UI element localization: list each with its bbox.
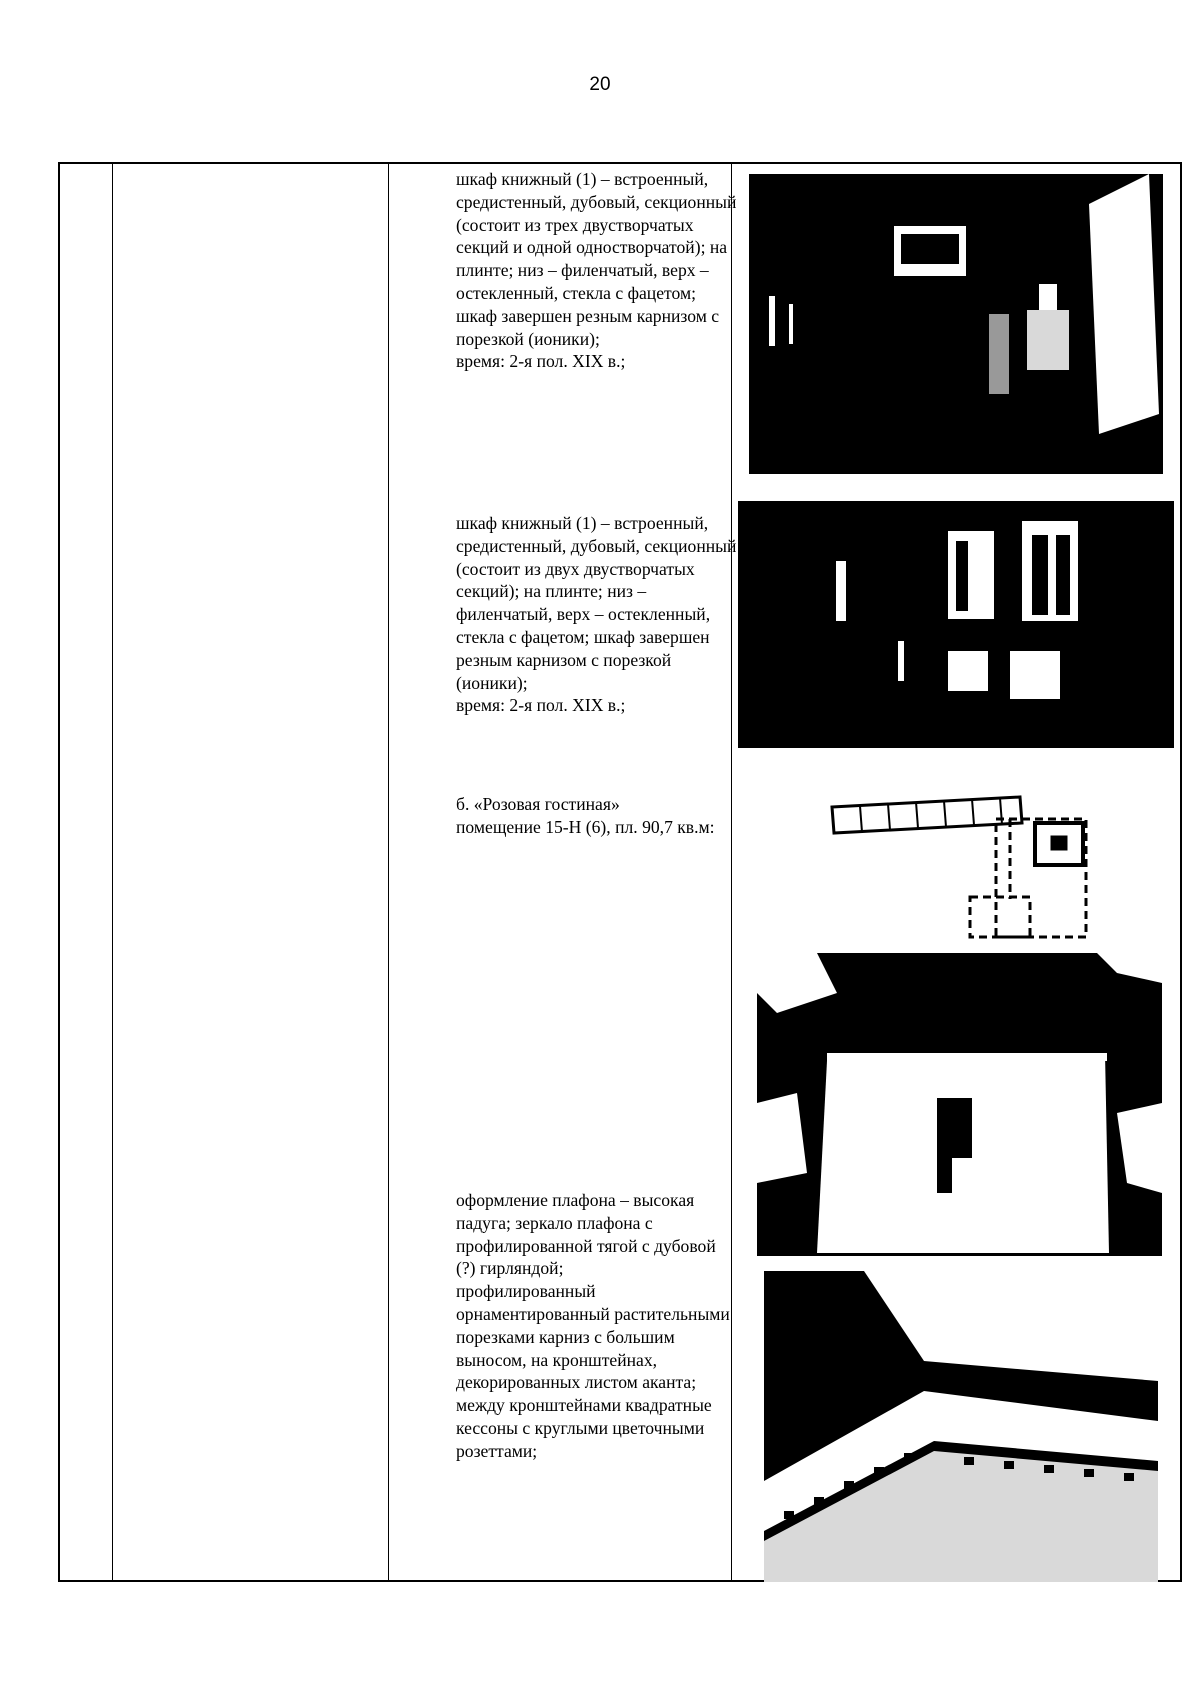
text-line: средистенный, дубовый, секционный: [456, 535, 737, 556]
entry-bookcase-2-text: [456, 512, 778, 717]
text-line: падуга; зеркало плафона с: [456, 1212, 653, 1233]
text-line: шкаф книжный (1) – встроенный,: [456, 513, 709, 533]
text-line: филенчатый, верх – остекленный,: [456, 604, 711, 625]
text-line: выносом, на кронштейнах,: [456, 1349, 658, 1370]
text-line: помещение 15-Н (6), пл. 90,7 кв.м:: [456, 816, 715, 837]
page-number: 20: [589, 74, 611, 95]
text-line: время: 2-я пол. XIX в.;: [456, 351, 626, 372]
text-line: (?) гирляндой;: [456, 1258, 564, 1279]
text-line: профилированной тягой с дубовой: [456, 1235, 716, 1256]
text-line: б. «Розовая гостиная»: [456, 794, 620, 814]
text-line: оформление плафона – высокая: [456, 1190, 695, 1210]
text-line: (состоит из трех двустворчатых: [456, 214, 694, 235]
text-line: (состоит из двух двустворчатых: [456, 558, 695, 579]
text-line: резным карнизом с порезкой: [456, 649, 672, 670]
text-line: шкаф книжный (1) – встроенный,: [456, 169, 709, 189]
text-line: остекленный, стекла с фацетом;: [456, 282, 696, 303]
text-line: время: 2-я пол. XIX в.;: [456, 695, 626, 716]
entry-ceiling-text: [456, 1189, 778, 1463]
text-line: кессоны с круглыми цветочными: [456, 1417, 705, 1438]
entry-pink-room-text: [456, 793, 778, 839]
text-line: шкаф завершен резным карнизом с: [456, 305, 720, 326]
floor-plan: [830, 779, 1092, 939]
text-line: порезкой (ионики);: [456, 328, 600, 349]
column-divider: [388, 164, 389, 1580]
text-line: (ионики);: [456, 672, 528, 693]
bookcase-photo-2: [738, 501, 1174, 748]
text-line: декорированных листом аканта;: [456, 1372, 697, 1393]
ceiling-photo-1: [757, 953, 1162, 1256]
entry-bookcase-1-text: [456, 168, 778, 373]
text-line: порезками карниз с большим: [456, 1326, 675, 1347]
text-line: средистенный, дубовый, секционный: [456, 191, 737, 212]
column-divider: [112, 164, 113, 1580]
text-line: орнаментированный растительными: [456, 1303, 730, 1324]
text-line: между кронштейнами квадратные: [456, 1395, 712, 1416]
text-line: секций и одной одностворчатой); на: [456, 237, 728, 258]
text-line: секций); на плинте; низ –: [456, 581, 647, 602]
text-line: стекла с фацетом; шкаф завершен: [456, 626, 710, 647]
bookcase-photo-1: [749, 164, 1163, 474]
text-line: плинте; низ – филенчатый, верх –: [456, 260, 709, 281]
text-line: профилированный: [456, 1281, 596, 1302]
ceiling-photo-2: [764, 1271, 1158, 1582]
description-table: [58, 162, 1182, 1582]
text-line: розеттами;: [456, 1440, 538, 1461]
